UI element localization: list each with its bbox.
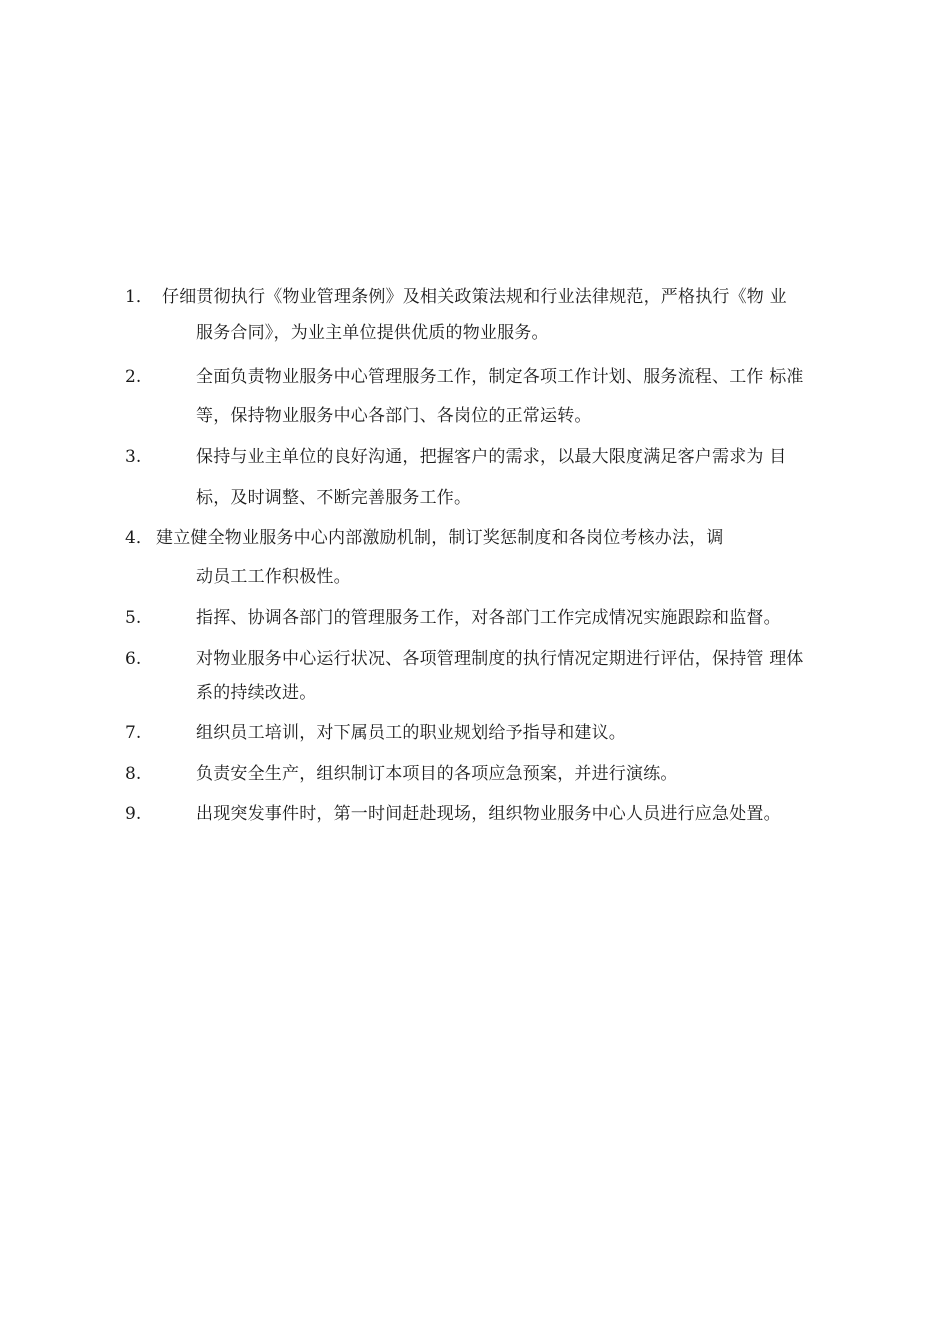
item-3-text-line1: 保持与业主单位的良好沟通，把握客户的需求，以最大限度满足客户需求为 目 [196, 447, 787, 467]
item-3-text-line2: 标，及时调整、不断完善服务工作。 [196, 488, 472, 508]
item-8-text-line1: 负责安全生产，组织制订本项目的各项应急预案，并进行演练。 [196, 764, 678, 784]
item-1-number: 1． [125, 287, 153, 307]
item-3-number: 3. [125, 447, 142, 467]
item-9-number: 9. [125, 804, 142, 824]
item-1-text-line1: 仔细贯彻执行《物业管理条例》及相关政策法规和行业法律规范，严格执行《物 业 [162, 287, 787, 307]
item-4-number: 4． [125, 528, 153, 548]
item-5-number: 5. [125, 608, 142, 628]
item-4-text-line1: 建立健全物业服务中心内部激励机制，制订奖惩制度和各岗位考核办法，调 [156, 528, 724, 548]
item-2-number: 2. [125, 367, 142, 387]
item-2-text-line2: 等，保持物业服务中心各部门、各岗位的正常运转。 [196, 406, 592, 426]
item-9-text-line1: 出现突发事件时，第一时间赶赴现场，组织物业服务中心人员进行应急处置。 [196, 804, 781, 824]
item-6-number: 6. [125, 649, 142, 669]
item-2-text-line1: 全面负责物业服务中心管理服务工作，制定各项工作计划、服务流程、工作 标准 [196, 367, 804, 387]
item-7-number: 7. [125, 723, 142, 743]
item-7-text-line1: 组织员工培训，对下属员工的职业规划给予指导和建议。 [196, 723, 626, 743]
item-6-text-line2: 系的持续改进。 [196, 683, 317, 703]
item-8-number: 8. [125, 764, 142, 784]
item-1-text-line2: 服务合同》，为业主单位提供优质的物业服务。 [196, 323, 549, 343]
item-4-text-line2: 动员工工作积极性。 [196, 567, 351, 587]
item-6-text-line1: 对物业服务中心运行状况、各项管理制度的执行情况定期进行评估，保持管 理体 [196, 649, 804, 669]
item-5-text-line1: 指挥、协调各部门的管理服务工作，对各部门工作完成情况实施跟踪和监督。 [196, 608, 781, 628]
